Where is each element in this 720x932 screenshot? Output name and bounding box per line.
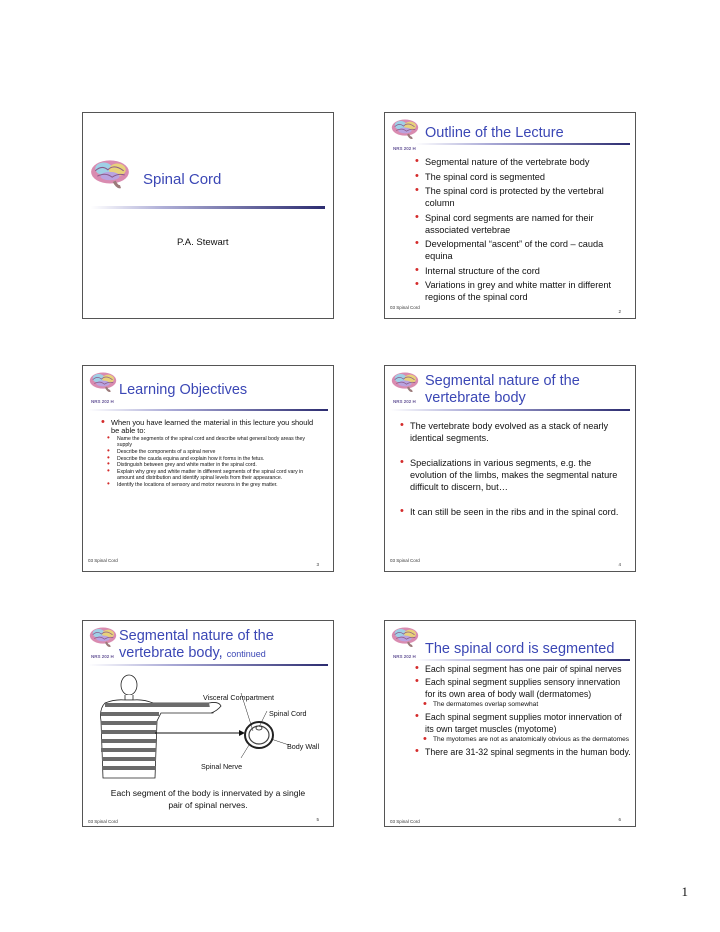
list-item: • Distinguish between grey and white matter in the spinal cord. (107, 462, 319, 468)
objectives-list (101, 419, 319, 489)
footer-label: 03 Spinal Cord (390, 819, 420, 824)
list-item: • Explain why grey and white matter in different segments of the spinal cord vary in amount and distribution and identify spinal levels from their appearance. (107, 469, 319, 481)
label-visceral-compartment: Visceral Compartment (203, 693, 274, 702)
brain-logo-icon (89, 158, 131, 190)
title-rule (91, 206, 325, 209)
slide-title-text: Spinal Cord (143, 171, 222, 188)
brain-logo-icon (88, 626, 118, 648)
sheet-page-number: 1 (681, 884, 688, 899)
list-item: • Spinal cord segments are named for their associated vertebrae (415, 212, 629, 236)
slide-number: 4 (618, 562, 621, 567)
list-item: • Each spinal segment supplies motor innervation of its own target muscles (myotome) (415, 711, 631, 735)
list-item: • Segmental nature of the vertebrate body (415, 156, 629, 168)
slide-segmental-continued (82, 620, 334, 827)
list-item: • When you have learned the material in this lecture you should be able to: (101, 419, 319, 435)
slide-title-text: The spinal cord is segmented (425, 641, 615, 657)
slide-segmental-nature (384, 365, 636, 572)
list-item: • Each spinal segment has one pair of spinal nerves (415, 663, 631, 675)
list-item: • Each spinal segment supplies sensory innervation for its own area of body wall (dermatomes) (415, 676, 631, 700)
course-code: NRS 202 H (91, 399, 114, 404)
segmented-list (415, 663, 631, 759)
slide-title-text: Outline of the Lecture (425, 125, 564, 141)
slide-cord-segmented (384, 620, 636, 827)
slide-title (82, 112, 334, 319)
footer-label: 03 Spinal Cord (390, 305, 420, 310)
caption: Each segment of the body is innervated by a single pair of spinal nerves. (110, 788, 306, 810)
course-code: NRS 202 H (393, 146, 416, 151)
title-rule (390, 409, 630, 411)
label-spinal-nerve: Spinal Nerve (201, 762, 243, 771)
outline-list (415, 156, 629, 306)
brain-logo-icon (390, 371, 420, 393)
brain-logo-icon (390, 626, 420, 648)
list-item: • Internal structure of the cord (415, 265, 629, 277)
label-spinal-cord: Spinal Cord (269, 709, 307, 718)
footer-label: 03 Spinal Cord (390, 558, 420, 563)
title-rule (88, 664, 328, 666)
title-rule (415, 659, 630, 661)
list-item: • It can still be seen in the ribs and in the spinal cord. (400, 506, 621, 518)
slide-number: 5 (316, 817, 319, 822)
slide-title-text: Segmental nature of the vertebrate body (425, 373, 580, 406)
list-item: • The spinal cord is protected by the vertebral column (415, 185, 629, 209)
segmental-list (400, 420, 621, 531)
brain-logo-icon (390, 118, 420, 140)
list-item: • Identify the locations of sensory and motor neurons in the grey matter. (107, 482, 319, 488)
brain-logo-icon (88, 371, 118, 393)
list-item: • Describe the cauda equina and explain how it forms in the fetus. (107, 456, 319, 462)
list-item: • Developmental “ascent” of the cord – cauda equina (415, 238, 629, 262)
list-item: • Variations in grey and white matter in different regions of the spinal cord (415, 279, 629, 303)
title-main: Segmental nature of the vertebrate body, (119, 628, 274, 661)
slide-outline (384, 112, 636, 319)
list-item: • The spinal cord is segmented (415, 171, 629, 183)
slide-number: 6 (618, 817, 621, 822)
slide-number: 2 (618, 309, 621, 314)
slide-title-text: Learning Objectives (119, 382, 248, 398)
list-item: • Describe the components of a spinal nerve (107, 449, 319, 455)
author: P.A. Stewart (177, 237, 229, 248)
course-code: NRS 202 H (393, 654, 416, 659)
footer-label: 03 Spinal Cord (88, 819, 118, 824)
list-item: • Name the segments of the spinal cord and describe what general body areas they supply (107, 436, 319, 448)
list-item: • The myotomes are not as anatomically obvious as the dermatomes (423, 736, 631, 744)
list-item: • Specializations in various segments, e.g. the evolution of the limbs, makes the segmental nature difficult to discern, but… (400, 457, 621, 493)
label-body-wall: Body Wall (287, 742, 320, 751)
slide-number: 3 (316, 562, 319, 567)
footer-label: 03 Spinal Cord (88, 558, 118, 563)
course-code: NRS 202 H (393, 399, 416, 404)
slide-objectives (82, 365, 334, 572)
list-item: • The vertebrate body evolved as a stack of nearly identical segments. (400, 420, 621, 444)
list-item: • There are 31-32 spinal segments in the human body. (415, 746, 631, 758)
title-suffix: continued (226, 649, 266, 659)
slide-title-text (119, 628, 329, 663)
title-rule (88, 409, 328, 411)
course-code: NRS 202 H (91, 654, 114, 659)
title-rule (415, 143, 630, 145)
list-item: • The dermatomes overlap somewhat (423, 701, 631, 709)
